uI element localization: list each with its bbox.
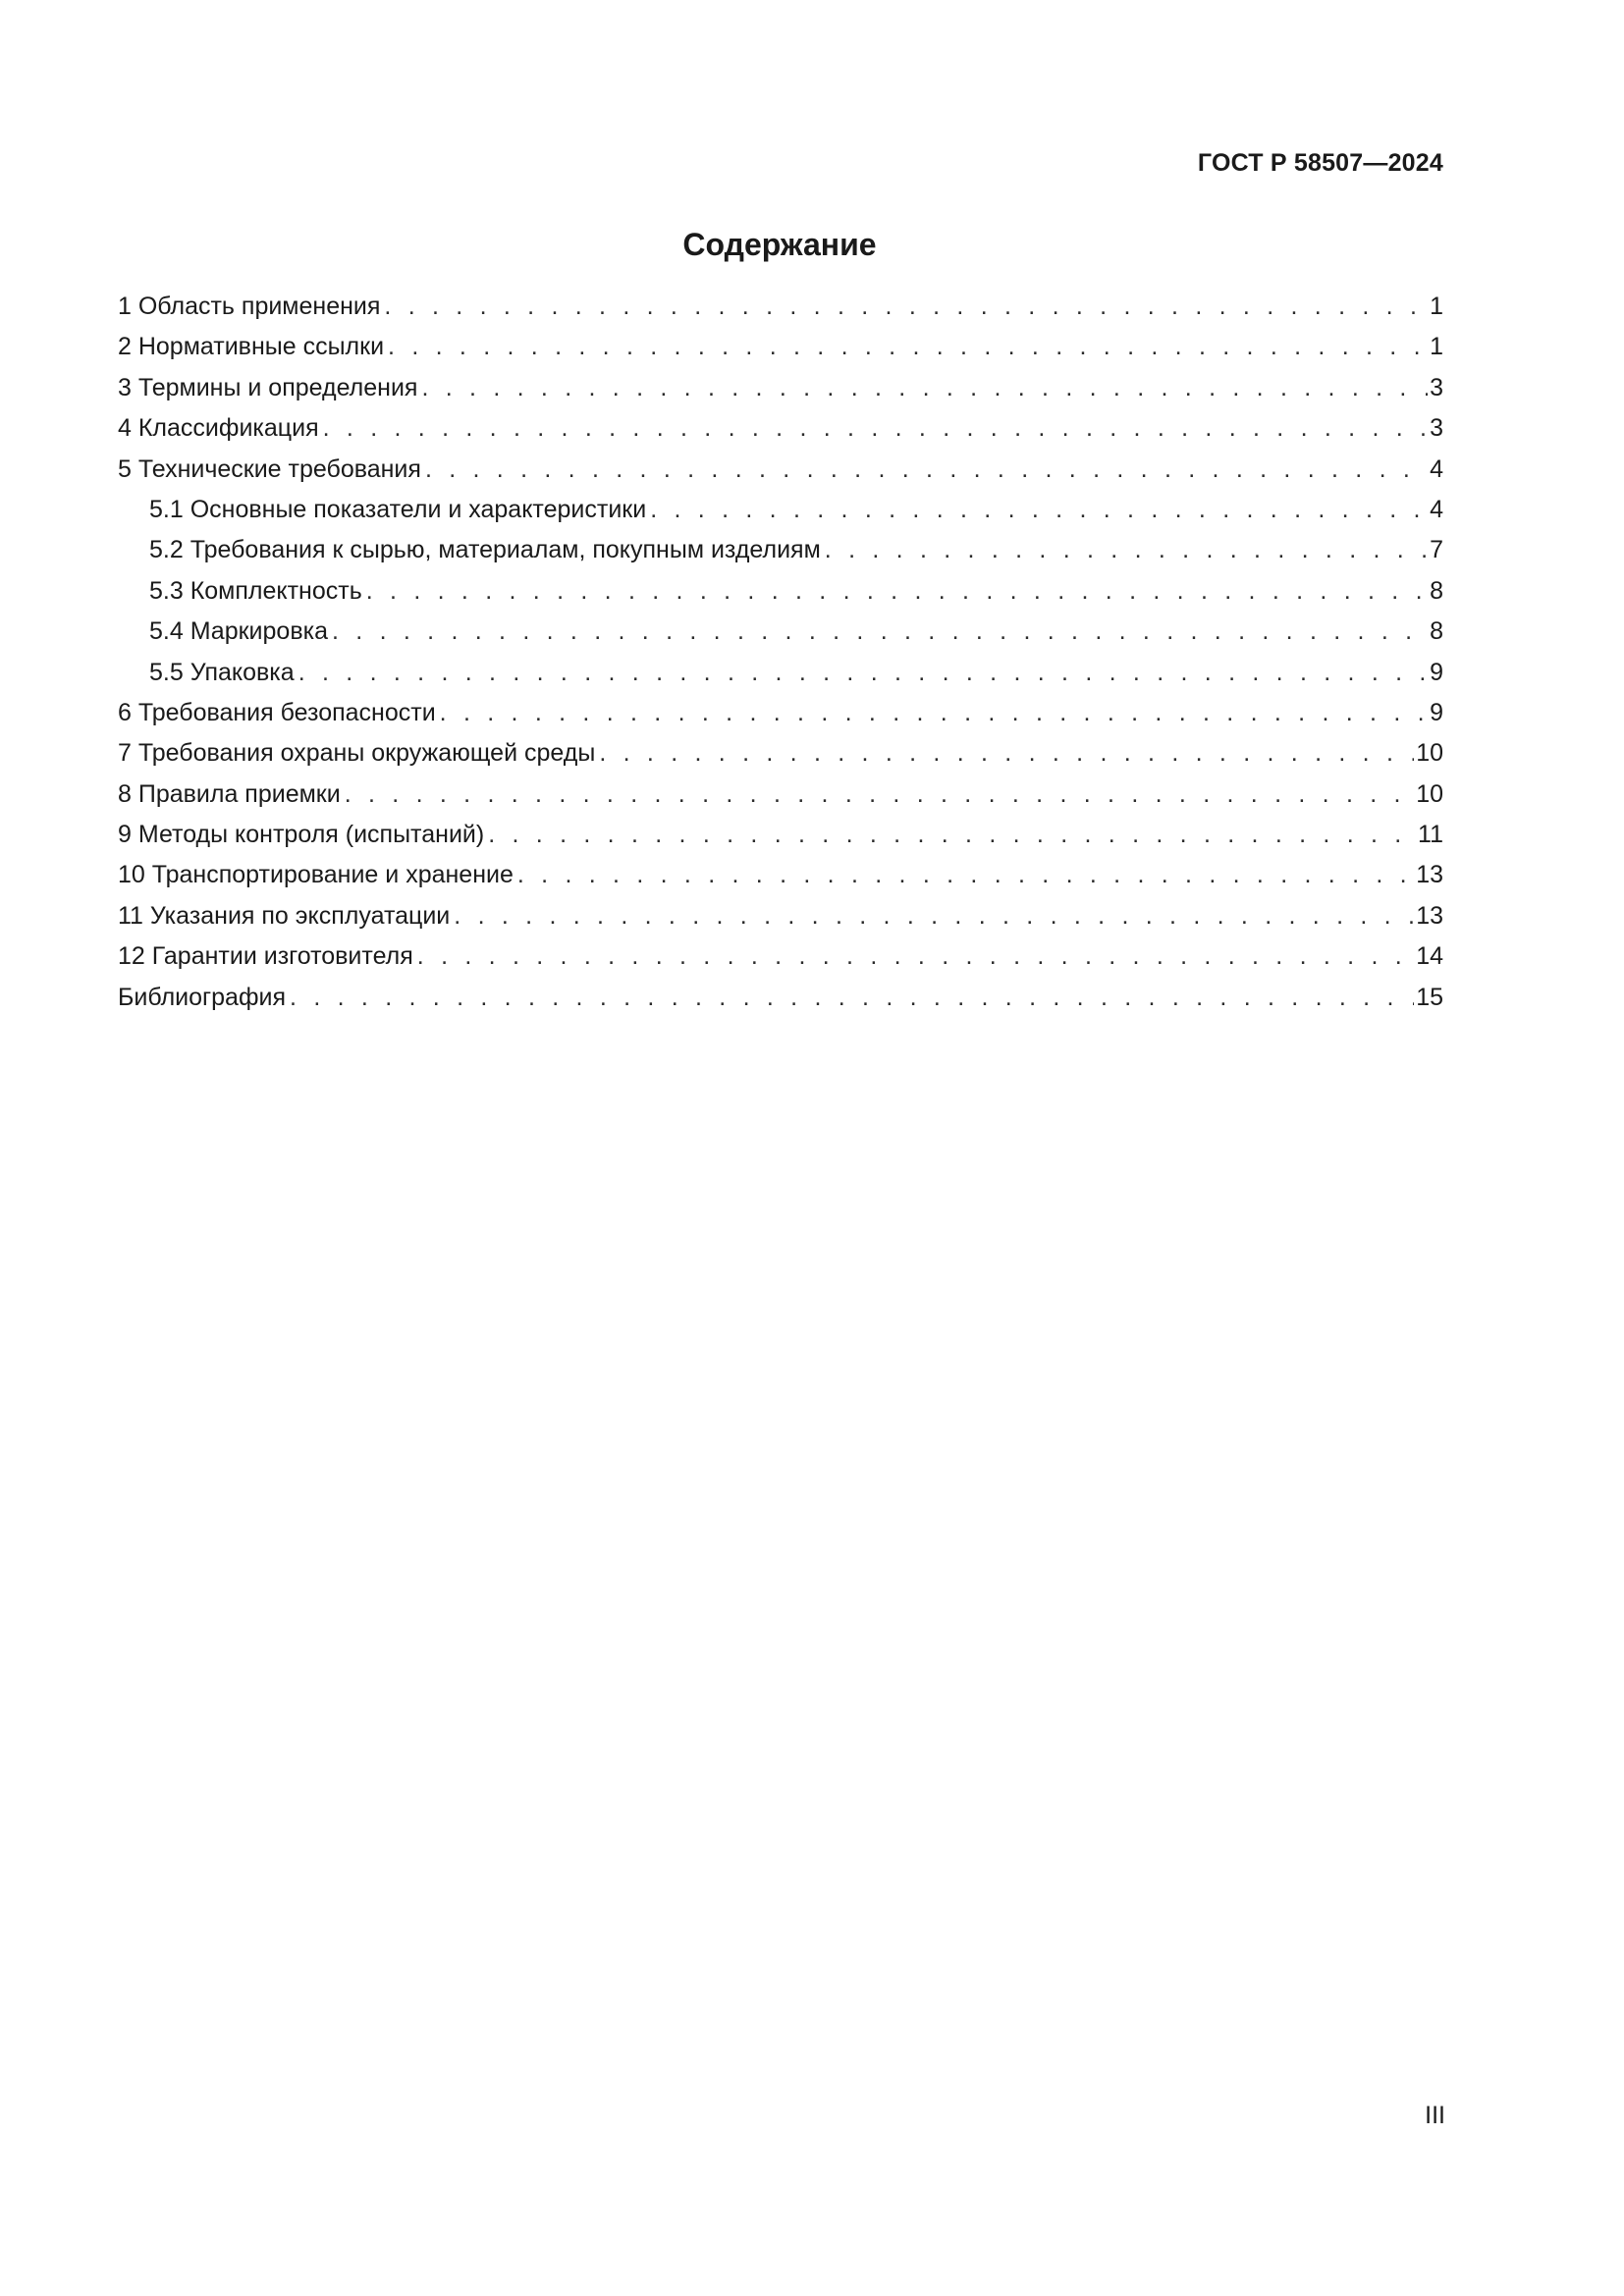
toc-dot-leader xyxy=(290,978,1414,1018)
toc-item-label: 11 Указания по эксплуатации xyxy=(118,901,451,930)
toc-subitem[interactable] xyxy=(118,490,1443,530)
toc-item[interactable] xyxy=(118,693,1443,733)
toc-item[interactable] xyxy=(118,855,1443,895)
toc-item[interactable] xyxy=(118,450,1443,490)
toc-item-page: 8 xyxy=(1430,576,1443,605)
toc-dot-leader xyxy=(332,612,1428,652)
toc-item-label: 5.2 Требования к сырью, материалам, покупным изделиям xyxy=(149,536,821,564)
toc-item-label: 4 Классификация xyxy=(118,414,319,443)
toc-item-label: Библиография xyxy=(118,983,287,1011)
toc-dot-leader xyxy=(388,327,1428,367)
toc-item-page: 9 xyxy=(1430,658,1443,686)
toc-item-page: 11 xyxy=(1418,821,1443,849)
toc-dot-leader xyxy=(345,774,1414,815)
toc-item-page: 9 xyxy=(1430,698,1443,726)
toc-item-label: 12 Гарантии изготовителя xyxy=(118,942,413,971)
page-number: III xyxy=(1425,2102,1445,2129)
toc-item-label: 2 Нормативные ссылки xyxy=(118,333,385,361)
toc-item[interactable] xyxy=(118,408,1443,449)
toc-item-page: 4 xyxy=(1430,454,1443,483)
toc-dot-leader xyxy=(440,693,1428,733)
toc-item-label: 1 Область применения xyxy=(118,293,381,320)
toc-subitem[interactable] xyxy=(118,653,1443,693)
toc-dot-leader xyxy=(650,490,1428,530)
toc-item-page: 13 xyxy=(1416,901,1443,930)
toc-item-page: 10 xyxy=(1416,739,1443,768)
toc-item-page: 1 xyxy=(1430,293,1443,320)
toc-item-page: 3 xyxy=(1430,414,1443,443)
toc-item[interactable] xyxy=(118,287,1443,327)
toc-item-page: 4 xyxy=(1430,495,1443,523)
toc-item-label: 5.5 Упаковка xyxy=(149,658,295,686)
toc-item-label: 8 Правила приемки xyxy=(118,779,341,808)
toc-title: Содержание xyxy=(682,227,877,262)
toc-item-page: 7 xyxy=(1430,536,1443,564)
toc-item[interactable] xyxy=(118,896,1443,936)
toc-dot-leader xyxy=(384,287,1428,327)
toc-dot-leader xyxy=(323,408,1428,449)
toc-item[interactable] xyxy=(118,978,1443,1018)
toc-dot-leader xyxy=(454,896,1414,936)
toc-dot-leader xyxy=(421,368,1428,408)
toc-item-label: 5.3 Комплектность xyxy=(149,576,362,605)
toc-item[interactable] xyxy=(118,815,1443,855)
toc-item-label: 9 Методы контроля (испытаний) xyxy=(118,821,485,849)
toc-item-label: 6 Требования безопасности xyxy=(118,698,436,726)
toc-item[interactable] xyxy=(118,774,1443,815)
toc-dot-leader xyxy=(599,733,1414,774)
document-code: ГОСТ Р 58507—2024 xyxy=(1197,149,1443,177)
toc-dot-leader xyxy=(298,653,1428,693)
toc-item[interactable] xyxy=(118,936,1443,977)
toc-item-page: 10 xyxy=(1416,779,1443,808)
toc-item-label: 7 Требования охраны окружающей среды xyxy=(118,739,596,768)
toc-item[interactable] xyxy=(118,327,1443,367)
toc-dot-leader xyxy=(517,855,1414,895)
toc-item[interactable] xyxy=(118,368,1443,408)
toc-item-label: 10 Транспортирование и хранение xyxy=(118,861,514,889)
table-of-contents xyxy=(118,287,1443,1018)
toc-item-label: 5 Технические требования xyxy=(118,454,421,483)
toc-dot-leader xyxy=(425,450,1428,490)
toc-item-page: 13 xyxy=(1416,861,1443,889)
toc-dot-leader xyxy=(417,936,1414,977)
toc-item-label: 3 Термины и определения xyxy=(118,373,418,401)
toc-item-page: 8 xyxy=(1430,617,1443,646)
toc-item-label: 5.4 Маркировка xyxy=(149,617,328,646)
toc-item[interactable] xyxy=(118,733,1443,774)
toc-item-page: 1 xyxy=(1430,333,1443,361)
toc-item-page: 15 xyxy=(1416,983,1443,1011)
toc-subitem[interactable] xyxy=(118,612,1443,652)
toc-dot-leader xyxy=(825,530,1428,570)
toc-subitem[interactable] xyxy=(118,571,1443,612)
toc-dot-leader xyxy=(488,815,1416,855)
toc-dot-leader xyxy=(366,571,1428,612)
toc-subitem[interactable] xyxy=(118,530,1443,570)
toc-item-page: 3 xyxy=(1430,373,1443,401)
toc-item-page: 14 xyxy=(1416,942,1443,971)
toc-item-label: 5.1 Основные показатели и характеристики xyxy=(149,495,647,523)
